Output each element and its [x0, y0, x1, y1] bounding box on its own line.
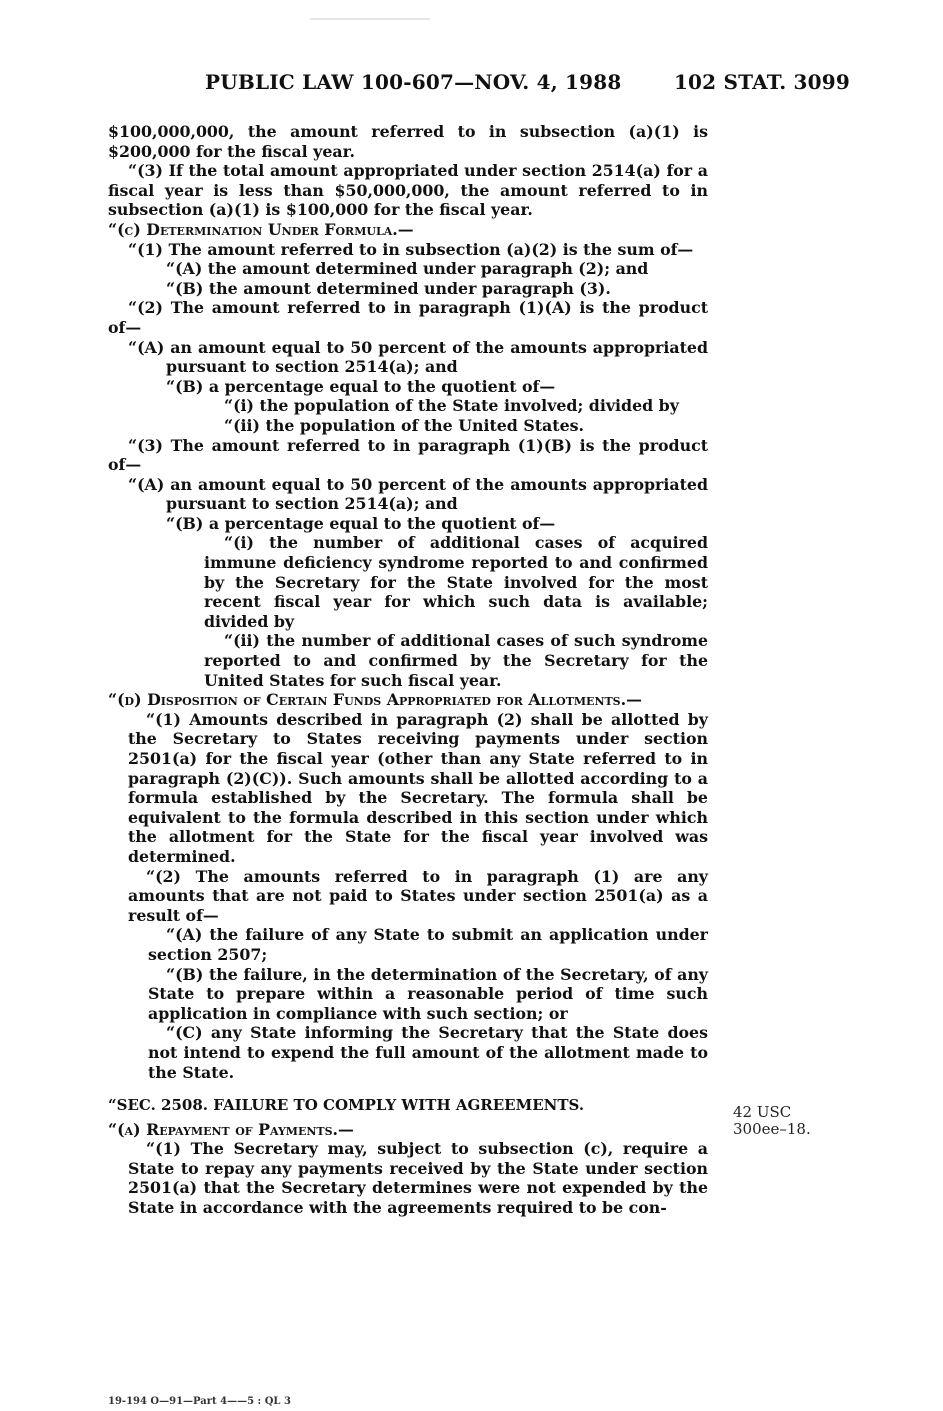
- subsection-heading: “(d) Disposition of Certain Funds Appropriated for Allotments.—: [108, 690, 642, 710]
- paragraph: “(B) a percentage equal to the quotient of—: [166, 513, 556, 533]
- paragraph: “(B) a percentage equal to the quotient of—: [166, 376, 556, 396]
- paragraph: “(B) the failure, in the determination of the Secretary, of any State to prepare within a reasonable period of time such application in compliance with such section; or: [148, 964, 708, 1023]
- paragraph: “(i) the population of the State involved; divided by: [224, 396, 679, 416]
- document-body: [108, 122, 708, 1218]
- paragraph: “(ii) the population of the United States.: [224, 415, 585, 435]
- paragraph: “(A) an amount equal to 50 percent of the amounts appropriated pursuant to section 2514(a); and: [128, 337, 708, 377]
- paragraph: “(B) the amount determined under paragraph (3).: [166, 278, 611, 298]
- paragraph: “(2) The amounts referred to in paragraph (1) are any amounts that are not paid to States under section 2501(a) as a result of—: [128, 866, 708, 925]
- running-title: PUBLIC LAW 100-607—NOV. 4, 1988: [205, 70, 622, 94]
- paragraph: “(A) the amount determined under paragraph (2); and: [166, 259, 649, 279]
- paragraph: “(3) The amount referred to in paragraph (1)(B) is the product of—: [108, 435, 708, 475]
- subsection-heading: “(c) Determination Under Formula.—: [108, 219, 414, 239]
- paragraph: “(i) the number of additional cases of acquired immune deficiency syndrome reported to and confirmed by the Secretary for the State involved for the most recent fiscal year for which such data is available; divided by: [204, 533, 708, 631]
- section-heading: “SEC. 2508. FAILURE TO COMPLY WITH AGREEMENTS.: [108, 1096, 585, 1115]
- subsection-heading: “(a) Repayment of Payments.—: [108, 1119, 354, 1139]
- stat-page-number: 102 STAT. 3099: [673, 70, 850, 94]
- paragraph: “(3) If the total amount appropriated under section 2514(a) for a fiscal year is less than $50,000,000, the amount referred to in subsection (a)(1) is $100,000 for the fiscal year.: [108, 161, 708, 220]
- paragraph: $100,000,000, the amount referred to in subsection (a)(1) is $200,000 for the fiscal year.: [108, 122, 708, 161]
- margin-citation: [733, 1104, 811, 1138]
- paragraph: “(C) any State informing the Secretary that the State does not intend to expend the full amount of the allotment made to the State.: [148, 1023, 708, 1082]
- paragraph: “(A) an amount equal to 50 percent of the amounts appropriated pursuant to section 2514(a); and: [128, 474, 708, 514]
- print-footer: 19-194 O—91—Part 4——5 : QL 3: [108, 1396, 291, 1407]
- scan-artifact: [310, 18, 430, 20]
- paragraph: “(ii) the number of additional cases of such syndrome reported to and confirmed by the Secretary for the United States for such fiscal year.: [204, 631, 708, 690]
- paragraph: “(A) the failure of any State to submit an application under section 2507;: [148, 925, 708, 964]
- paragraph: “(1) The amount referred to in subsection (a)(2) is the sum of—: [128, 239, 694, 259]
- page-header: [205, 70, 850, 102]
- paragraph: “(1) The Secretary may, subject to subsection (c), require a State to repay any payments received by the State under section 2501(a) that the Secretary determines were not expended by the State in accordance with the agreements required to be con-: [128, 1139, 708, 1218]
- margin-citation-line: 42 USC: [733, 1103, 792, 1121]
- margin-citation-line: 300ee–18.: [733, 1120, 811, 1138]
- paragraph: “(2) The amount referred to in paragraph (1)(A) is the product of—: [108, 298, 708, 337]
- paragraph: “(1) Amounts described in paragraph (2) shall be allotted by the Secretary to States receiving payments under section 2501(a) for the fiscal year (other than any State referred to in paragraph (2)(C)). Such amounts shall be allotted according to a formula established by the Secretary. The formula shall be equivalent to the formula described in this section under which the allotment for the State for the fiscal year involved was determined.: [128, 709, 708, 866]
